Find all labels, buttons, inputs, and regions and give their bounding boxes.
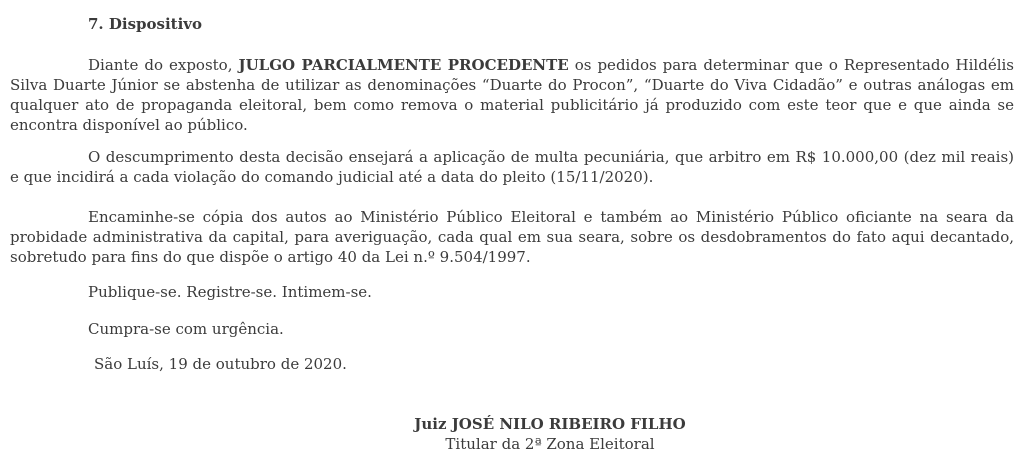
section-heading: 7. Dispositivo: [88, 15, 203, 33]
judge-name: Juiz JOSÉ NILO RIBEIRO FILHO: [414, 415, 686, 433]
paragraph-forwarding: Encaminhe-se cópia dos autos ao Ministério Público Eleitoral e também ao Ministério Público oficiante na seara da probidade administrativa da capital, para averiguação, cada qual em sua seara, sobre os desdobramentos do fato aqui decantado, sobretudo para fins do que dispõe o artigo 40 da Lei n.º 9.504/1997.: [10, 208, 1014, 266]
judge-title: Titular da 2ª Zona Eleitoral: [445, 435, 655, 453]
signature-block: [86, 414, 1014, 454]
decision-text-post: os pedidos para determinar que o Representado Hildélis Silva Duarte Júnior se abstenha de utilizar as denominações “Duarte do Procon”, “Duarte do Viva Cidadão” e outras análogas em qualquer ato de propaganda eleitoral, bem como remova o material publicitário já produzido com este teor que e que ainda se encontra disponível ao público.: [10, 56, 1014, 134]
paragraph-decision: [10, 55, 1014, 135]
order-line-publish: Publique-se. Registre-se. Intimem-se.: [88, 283, 372, 301]
order-line-urgency: Cumpra-se com urgência.: [88, 320, 284, 338]
decision-text-pre: Diante do exposto,: [88, 56, 239, 74]
dateline: São Luís, 19 de outubro de 2020.: [94, 355, 347, 373]
paragraph-penalty: O descumprimento desta decisão ensejará a aplicação de multa pecuniária, que arbitro em R$ 10.000,00 (dez mil reais) e que incidirá a cada violação do comando judicial até a data do pleito (15/11/2020).: [10, 148, 1014, 186]
decision-verdict: JULGO PARCIALMENTE PROCEDENTE: [238, 56, 569, 74]
